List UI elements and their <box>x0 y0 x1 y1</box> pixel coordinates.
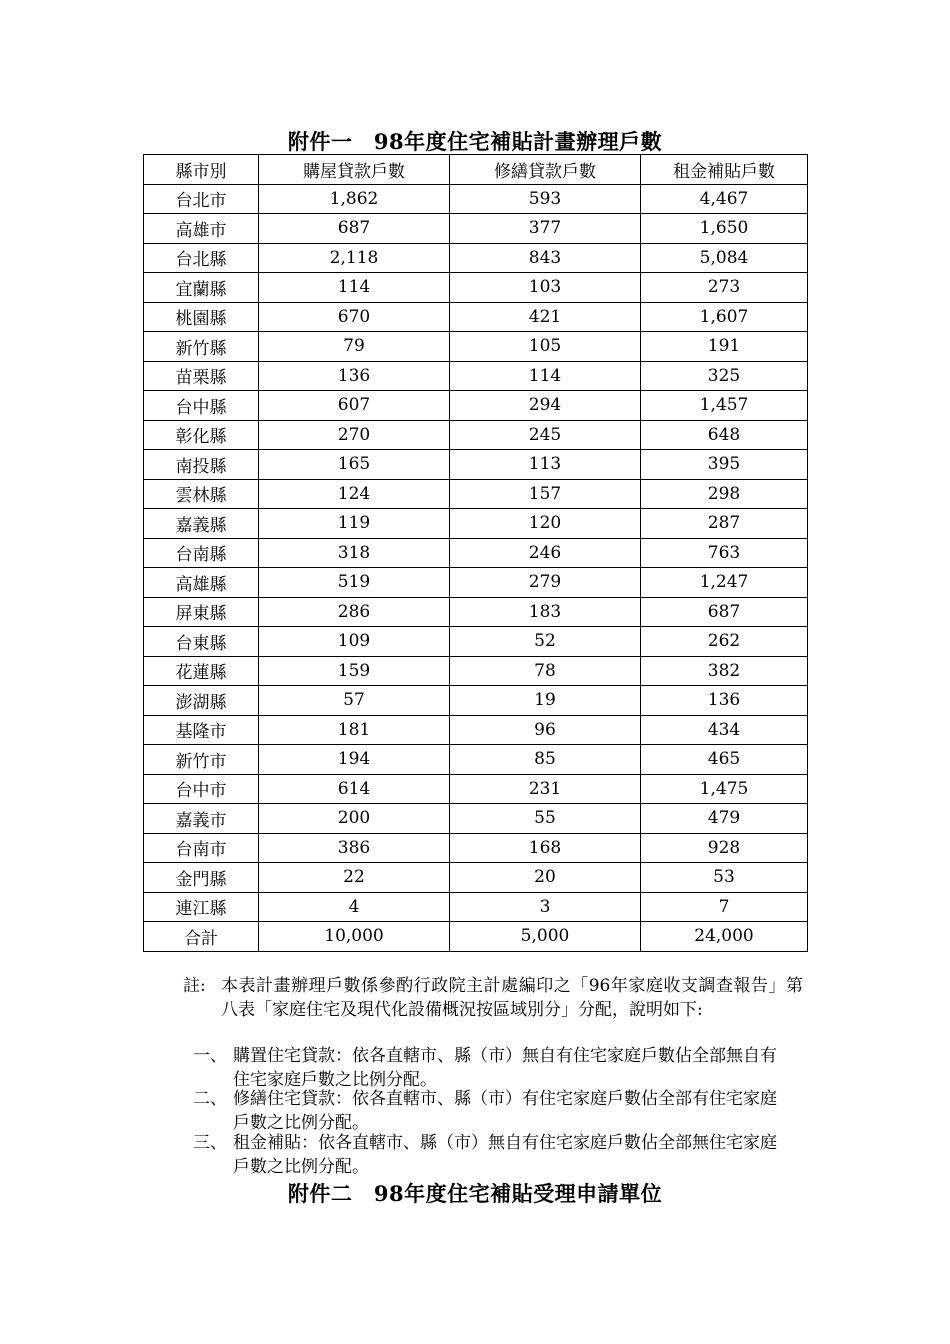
cell-repair-loan: 19 <box>450 686 641 716</box>
cell-purchase-loan: 181 <box>259 715 450 745</box>
cell-repair-loan: 114 <box>450 361 641 391</box>
cell-region: 台北縣 <box>144 243 259 273</box>
cell-region: 嘉義縣 <box>144 509 259 539</box>
note-item-text: 修繕住宅貸款：依各直轄市、縣（市）有住宅家庭戶數佔全部有住宅家庭戶數之比例分配。 <box>233 1089 777 1133</box>
cell-repair-loan: 183 <box>450 597 641 627</box>
cell-rent-subsidy: 1,607 <box>641 302 808 332</box>
cell-region: 嘉義市 <box>144 804 259 834</box>
cell-rent-subsidy: 1,475 <box>641 774 808 804</box>
table-row <box>144 391 808 421</box>
cell-region: 台北市 <box>144 184 259 214</box>
cell-purchase-loan: 2,118 <box>259 243 450 273</box>
cell-purchase-loan: 4 <box>259 892 450 922</box>
table-row <box>144 420 808 450</box>
cell-rent-subsidy: 395 <box>641 450 808 480</box>
note-item-label: 二、 <box>193 1089 227 1109</box>
header-rent-subsidy: 租金補貼戶數 <box>641 155 808 185</box>
cell-purchase-loan: 165 <box>259 450 450 480</box>
table-row <box>144 538 808 568</box>
cell-repair-loan: 3 <box>450 892 641 922</box>
cell-rent-subsidy: 325 <box>641 361 808 391</box>
cell-repair-loan: 246 <box>450 538 641 568</box>
cell-repair-loan: 105 <box>450 332 641 362</box>
cell-repair-loan: 85 <box>450 745 641 775</box>
cell-region: 屏東縣 <box>144 597 259 627</box>
table-row <box>144 243 808 273</box>
cell-purchase-loan: 159 <box>259 656 450 686</box>
cell-region: 雲林縣 <box>144 479 259 509</box>
cell-repair-loan: 5,000 <box>450 922 641 952</box>
note-item-text: 租金補貼：依各直轄市、縣（市）無自有住宅家庭戶數佔全部無住宅家庭戶數之比例分配。 <box>233 1133 777 1177</box>
cell-repair-loan: 279 <box>450 568 641 598</box>
cell-rent-subsidy: 53 <box>641 863 808 893</box>
table-row <box>144 627 808 657</box>
cell-region: 高雄縣 <box>144 568 259 598</box>
cell-repair-loan: 245 <box>450 420 641 450</box>
cell-purchase-loan: 124 <box>259 479 450 509</box>
cell-region: 台中縣 <box>144 391 259 421</box>
table-body <box>144 184 808 951</box>
cell-region: 新竹市 <box>144 745 259 775</box>
cell-repair-loan: 157 <box>450 479 641 509</box>
cell-repair-loan: 843 <box>450 243 641 273</box>
cell-region: 台南縣 <box>144 538 259 568</box>
note-item-label: 三、 <box>193 1133 227 1153</box>
cell-region: 宜蘭縣 <box>144 273 259 303</box>
cell-purchase-loan: 114 <box>259 273 450 303</box>
cell-repair-loan: 103 <box>450 273 641 303</box>
cell-repair-loan: 593 <box>450 184 641 214</box>
cell-purchase-loan: 519 <box>259 568 450 598</box>
header-region: 縣市別 <box>144 155 259 185</box>
cell-rent-subsidy: 434 <box>641 715 808 745</box>
cell-purchase-loan: 57 <box>259 686 450 716</box>
household-count-table <box>143 154 808 952</box>
cell-rent-subsidy: 191 <box>641 332 808 362</box>
cell-rent-subsidy: 479 <box>641 804 808 834</box>
cell-purchase-loan: 286 <box>259 597 450 627</box>
header-repair-loan: 修繕貸款戶數 <box>450 155 641 185</box>
table-row <box>144 774 808 804</box>
cell-purchase-loan: 386 <box>259 833 450 863</box>
cell-region: 澎湖縣 <box>144 686 259 716</box>
cell-purchase-loan: 318 <box>259 538 450 568</box>
attachment-1-title: 附件一 98年度住宅補貼計畫辦理戶數 <box>287 129 663 154</box>
cell-region: 台東縣 <box>144 627 259 657</box>
cell-rent-subsidy: 1,650 <box>641 214 808 244</box>
cell-rent-subsidy: 262 <box>641 627 808 657</box>
attachment-2-title: 附件二 98年度住宅補貼受理申請單位 <box>287 1181 663 1206</box>
cell-region: 桃園縣 <box>144 302 259 332</box>
table-header-row <box>144 155 808 185</box>
header-purchase-loan: 購屋貸款戶數 <box>259 155 450 185</box>
cell-region: 基隆市 <box>144 715 259 745</box>
cell-purchase-loan: 1,862 <box>259 184 450 214</box>
table-row <box>144 302 808 332</box>
table-row <box>144 214 808 244</box>
cell-rent-subsidy: 287 <box>641 509 808 539</box>
cell-region: 台南市 <box>144 833 259 863</box>
cell-repair-loan: 294 <box>450 391 641 421</box>
cell-region: 苗栗縣 <box>144 361 259 391</box>
note-intro-text: 本表計畫辦理戶數係參酌行政院主計處編印之「96年家庭收支調查報告」第八表「家庭住宅及現代化設備概況按區域別分」分配，說明如下: <box>221 976 803 1020</box>
cell-rent-subsidy: 5,084 <box>641 243 808 273</box>
cell-purchase-loan: 200 <box>259 804 450 834</box>
cell-repair-loan: 113 <box>450 450 641 480</box>
cell-repair-loan: 96 <box>450 715 641 745</box>
note-item-text: 購置住宅貸款：依各直轄市、縣（市）無自有住宅家庭戶數佔全部無自有住宅家庭戶數之比例分配。 <box>233 1046 777 1090</box>
cell-repair-loan: 421 <box>450 302 641 332</box>
cell-purchase-loan: 194 <box>259 745 450 775</box>
table-row <box>144 863 808 893</box>
note-item-label: 一、 <box>193 1046 227 1066</box>
cell-rent-subsidy: 273 <box>641 273 808 303</box>
cell-repair-loan: 78 <box>450 656 641 686</box>
cell-repair-loan: 55 <box>450 804 641 834</box>
cell-repair-loan: 168 <box>450 833 641 863</box>
table-row <box>144 656 808 686</box>
cell-purchase-loan: 136 <box>259 361 450 391</box>
cell-purchase-loan: 607 <box>259 391 450 421</box>
cell-rent-subsidy: 465 <box>641 745 808 775</box>
cell-rent-subsidy: 382 <box>641 656 808 686</box>
cell-region: 金門縣 <box>144 863 259 893</box>
cell-purchase-loan: 670 <box>259 302 450 332</box>
table-row <box>144 332 808 362</box>
cell-region: 新竹縣 <box>144 332 259 362</box>
cell-rent-subsidy: 7 <box>641 892 808 922</box>
table-row <box>144 597 808 627</box>
cell-repair-loan: 20 <box>450 863 641 893</box>
cell-purchase-loan: 614 <box>259 774 450 804</box>
cell-purchase-loan: 270 <box>259 420 450 450</box>
cell-region: 合計 <box>144 922 259 952</box>
cell-rent-subsidy: 763 <box>641 538 808 568</box>
table-row <box>144 804 808 834</box>
cell-purchase-loan: 687 <box>259 214 450 244</box>
cell-region: 台中市 <box>144 774 259 804</box>
cell-purchase-loan: 10,000 <box>259 922 450 952</box>
cell-purchase-loan: 109 <box>259 627 450 657</box>
cell-rent-subsidy: 687 <box>641 597 808 627</box>
cell-region: 南投縣 <box>144 450 259 480</box>
table-row <box>144 568 808 598</box>
cell-repair-loan: 231 <box>450 774 641 804</box>
note-label: 註: <box>183 976 206 996</box>
cell-rent-subsidy: 1,247 <box>641 568 808 598</box>
cell-rent-subsidy: 136 <box>641 686 808 716</box>
table-row <box>144 715 808 745</box>
cell-rent-subsidy: 24,000 <box>641 922 808 952</box>
cell-rent-subsidy: 648 <box>641 420 808 450</box>
cell-purchase-loan: 119 <box>259 509 450 539</box>
cell-region: 花蓮縣 <box>144 656 259 686</box>
cell-rent-subsidy: 1,457 <box>641 391 808 421</box>
cell-repair-loan: 120 <box>450 509 641 539</box>
table-row <box>144 686 808 716</box>
table-row <box>144 361 808 391</box>
table-row <box>144 745 808 775</box>
cell-region: 高雄市 <box>144 214 259 244</box>
cell-purchase-loan: 22 <box>259 863 450 893</box>
table-row <box>144 273 808 303</box>
table-row <box>144 892 808 922</box>
table-row <box>144 509 808 539</box>
table-row <box>144 479 808 509</box>
cell-region: 連江縣 <box>144 892 259 922</box>
cell-rent-subsidy: 4,467 <box>641 184 808 214</box>
table-row <box>144 833 808 863</box>
cell-rent-subsidy: 298 <box>641 479 808 509</box>
cell-repair-loan: 52 <box>450 627 641 657</box>
cell-rent-subsidy: 928 <box>641 833 808 863</box>
note-intro <box>183 974 803 1020</box>
cell-repair-loan: 377 <box>450 214 641 244</box>
cell-purchase-loan: 79 <box>259 332 450 362</box>
table-row <box>144 184 808 214</box>
cell-region: 彰化縣 <box>144 420 259 450</box>
table-row <box>144 450 808 480</box>
table-total-row <box>144 922 808 952</box>
